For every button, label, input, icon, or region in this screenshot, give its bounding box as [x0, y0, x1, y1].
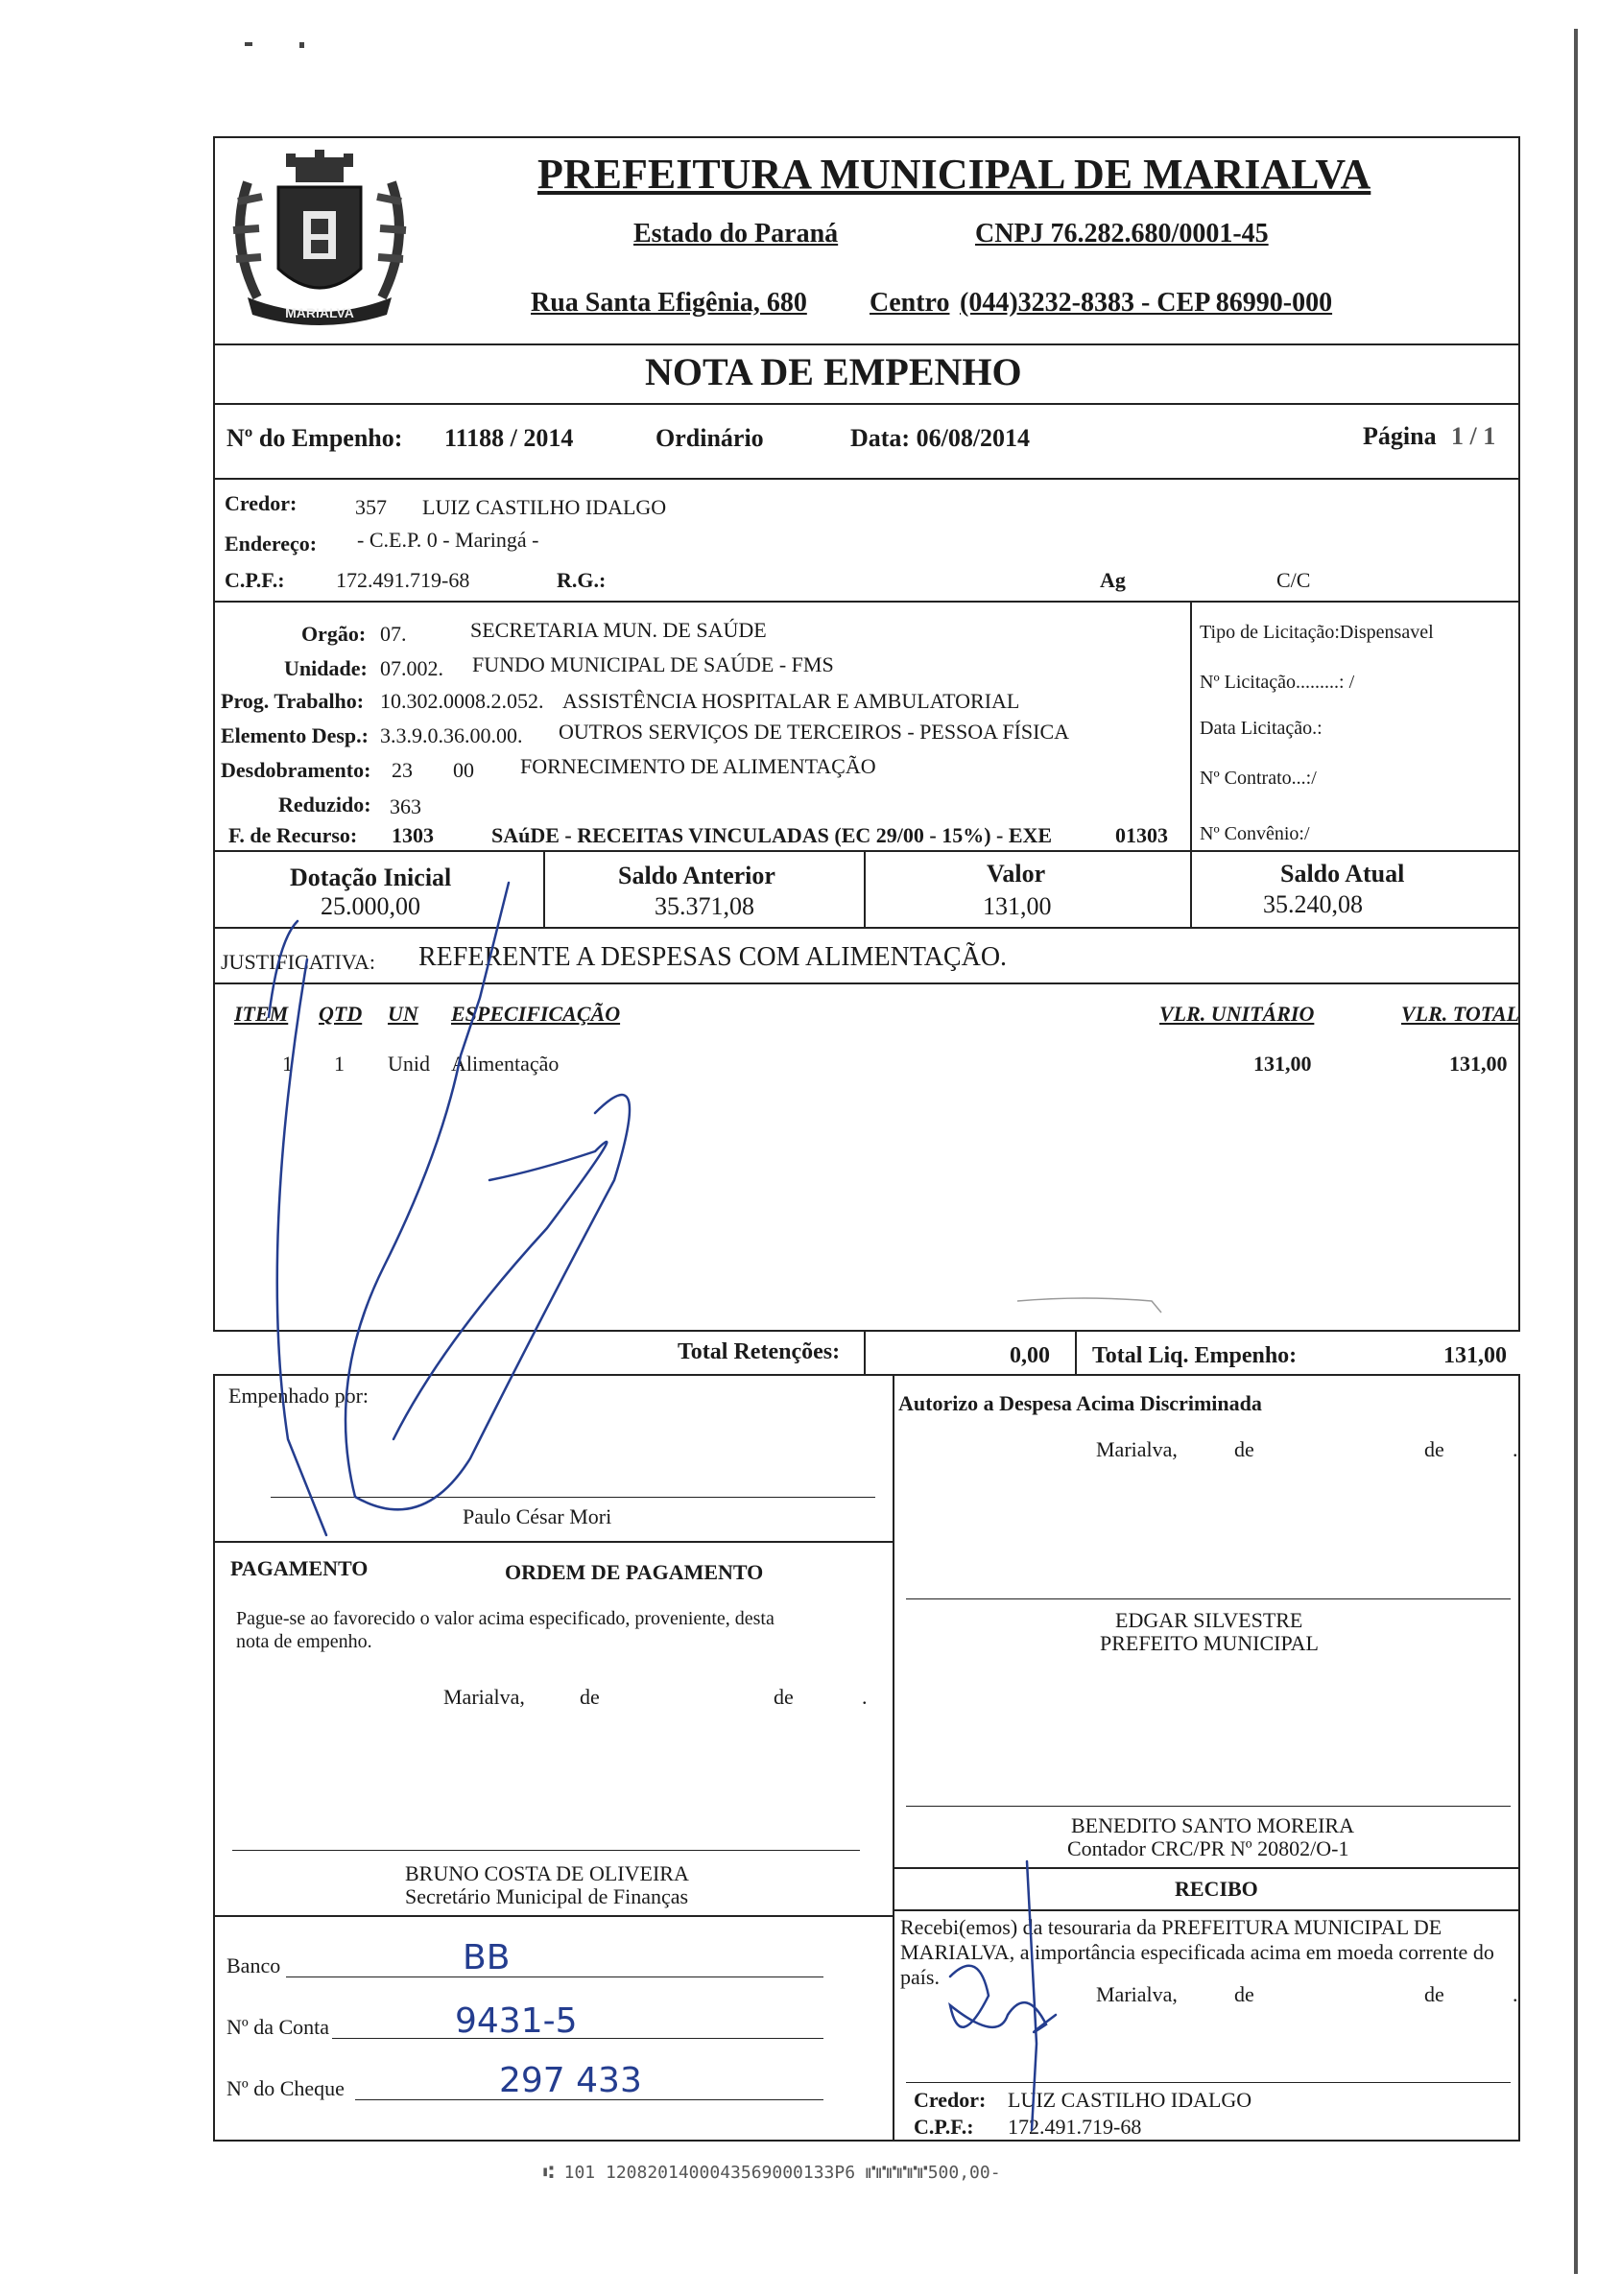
pagamento-text-1: Pague-se ao favorecido o valor acima especificado, proveniente, desta	[236, 1608, 775, 1629]
budget-divider	[1190, 601, 1192, 852]
page-label: Página	[1363, 422, 1437, 450]
reduzido-code: 363	[390, 794, 421, 818]
saldos-divider-1	[543, 850, 545, 929]
convenio-numero: Nº Convênio:/	[1200, 823, 1310, 844]
prog-code: 10.302.0008.2.052.	[380, 689, 544, 713]
items-box	[213, 982, 1520, 1332]
cheque-label: Nº do Cheque	[226, 2076, 345, 2100]
total-retencoes-label: Total Retenções:	[678, 1339, 841, 1364]
reduzido-label: Reduzido:	[278, 793, 371, 817]
licitacao-tipo: Tipo de Licitação:Dispensavel	[1200, 622, 1434, 643]
elemento-code: 3.3.9.0.36.00.00.	[380, 723, 523, 747]
contador-name: BENEDITO SANTO MOREIRA	[1071, 1813, 1354, 1837]
empenho-date: Data: 06/08/2014	[850, 424, 1031, 452]
scan-speck	[299, 42, 304, 48]
autorizo-label: Autorizo a Despesa Acima Discriminada	[898, 1391, 1262, 1415]
justificativa-label: JUSTIFICATIVA:	[221, 950, 375, 974]
licitacao-numero: Nº Licitação.........: /	[1200, 672, 1355, 693]
secretario-sign-line	[232, 1850, 860, 1851]
recibo-de2: de	[1424, 1982, 1444, 2006]
empenhado-sign-line	[271, 1497, 875, 1498]
prefeito-role: PREFEITO MUNICIPAL	[1100, 1631, 1319, 1655]
empenho-type: Ordinário	[655, 424, 764, 452]
recibo-cpf-value: 172.491.719-68	[1008, 2115, 1142, 2139]
address-district: Centro	[870, 288, 950, 318]
pagamento-top-line	[213, 1541, 894, 1543]
orgao-code: 07.	[380, 622, 407, 646]
phone-cep: (044)3232-8383 - CEP 86990-000	[960, 288, 1333, 318]
unidade-value: FUNDO MUNICIPAL DE SAÚDE - FMS	[472, 652, 834, 676]
saldo-anterior-value: 35.371,08	[655, 892, 754, 920]
col-un: UN	[388, 1002, 418, 1026]
saldos-divider-2	[864, 850, 866, 929]
lower-left-border	[213, 1374, 215, 2142]
conta-label: Nº da Conta	[226, 2015, 330, 2039]
contador-role: Contador CRC/PR Nº 20802/O-1	[1067, 1836, 1349, 1860]
banco-top-line	[213, 1915, 894, 1917]
row-especificacao: Alimentação	[451, 1052, 560, 1076]
total-liquido-value: 131,00	[1443, 1343, 1507, 1368]
row-un: Unid	[388, 1052, 430, 1076]
state-name: Estado do Paraná	[633, 219, 839, 249]
col-qtd: QTD	[319, 1002, 363, 1026]
pagamento-de1: de	[580, 1685, 600, 1709]
ag-label: Ag	[1100, 568, 1126, 592]
desdobramento-code2: 00	[453, 758, 474, 782]
dotacao-label: Dotação Inicial	[290, 864, 452, 891]
saldo-anterior-label: Saldo Anterior	[618, 862, 775, 889]
recibo-place: Marialva,	[1096, 1982, 1178, 2006]
secretario-name: BRUNO COSTA DE OLIVEIRA	[405, 1861, 689, 1885]
banco-field-line	[286, 1976, 823, 1977]
lower-bottom-border	[213, 2140, 1520, 2142]
autorizo-de2: de	[1424, 1437, 1444, 1461]
autorizo-place: Marialva,	[1096, 1437, 1178, 1461]
recibo-sign-line	[906, 2082, 1511, 2083]
desdobramento-label: Desdobramento:	[221, 758, 371, 782]
pagamento-label: PAGAMENTO	[230, 1556, 369, 1580]
pagamento-text-2: nota de empenho.	[236, 1631, 372, 1652]
doc-title: NOTA DE EMPENHO	[645, 350, 1022, 393]
empenhado-name: Paulo César Mori	[463, 1504, 612, 1528]
dotacao-value: 25.000,00	[321, 892, 420, 920]
autorizo-de1: de	[1234, 1437, 1254, 1461]
totals-divider-1	[864, 1330, 866, 1376]
valor-value: 131,00	[983, 892, 1052, 920]
empenho-label: Nº do Empenho:	[226, 424, 403, 452]
pagamento-de2: de	[774, 1685, 794, 1709]
col-vlr-total: VLR. TOTAL	[1401, 1002, 1520, 1026]
recurso-value: SAúDE - RECEITAS VINCULADAS (EC 29/00 - 15%) - EXE	[491, 823, 1053, 847]
empenho-number: 11188 / 2014	[444, 424, 574, 452]
total-retencoes-value: 0,00	[1010, 1343, 1050, 1368]
totals-top-line	[213, 1330, 1520, 1332]
totals-bottom-line	[213, 1374, 1520, 1376]
cpf-label: C.P.F.:	[225, 568, 285, 592]
row-vlr-total: 131,00	[1449, 1052, 1508, 1076]
recibo-title-line	[893, 1909, 1520, 1911]
saldo-atual-value: 35.240,08	[1263, 890, 1363, 918]
recibo-line-1: Recebi(emos) da tesouraria da PREFEITURA MUNICIPAL DE	[900, 1915, 1442, 1939]
orgao-label: Orgão:	[301, 622, 367, 646]
micr-line: ⑆ 101 1208201400043569000133P6 ⑈⑈⑈⑈⑈⑈500,00-	[543, 2163, 1001, 2183]
row-qtd: 1	[334, 1052, 345, 1076]
endereco-label: Endereço:	[225, 532, 318, 556]
conta-value: 9431-5	[455, 2001, 578, 2041]
credor-name: LUIZ CASTILHO IDALGO	[422, 495, 667, 519]
lower-center-divider	[893, 1374, 894, 2142]
recibo-cpf-label: C.P.F.:	[914, 2115, 974, 2139]
licitacao-data: Data Licitação.:	[1200, 718, 1323, 739]
scan-speck	[245, 42, 252, 46]
autorizo-dot: .	[1513, 1437, 1518, 1461]
valor-label: Valor	[987, 860, 1046, 888]
cnpj: CNPJ 76.282.680/0001-45	[975, 219, 1269, 249]
total-liquido-label: Total Liq. Empenho:	[1092, 1343, 1298, 1368]
saldos-divider-3	[1190, 850, 1192, 929]
row-item: 1	[282, 1052, 293, 1076]
justificativa-text: REFERENTE A DESPESAS COM ALIMENTAÇÃO.	[418, 942, 1008, 972]
row-vlr-unitario: 131,00	[1253, 1052, 1312, 1076]
col-item: ITEM	[234, 1002, 289, 1026]
credor-code: 357	[355, 495, 387, 519]
prefeito-name: EDGAR SILVESTRE	[1115, 1608, 1303, 1632]
prog-label: Prog. Trabalho:	[221, 689, 365, 713]
recibo-line-2: MARIALVA, a importância especificada acima em moeda corrente do	[900, 1940, 1494, 1964]
desdobramento-value: FORNECIMENTO DE ALIMENTAÇÃO	[520, 754, 876, 778]
col-vlr-unitario: VLR. UNITÁRIO	[1159, 1002, 1315, 1026]
page-number: 1 / 1	[1451, 422, 1496, 450]
recibo-line-3: país.	[900, 1965, 940, 1989]
pagamento-place: Marialva,	[443, 1685, 525, 1709]
cheque-value: 297 433	[499, 2061, 642, 2100]
totals-divider-2	[1075, 1330, 1077, 1376]
unidade-code: 07.002.	[380, 656, 443, 680]
empenhado-label: Empenhado por:	[228, 1384, 369, 1408]
banco-label: Banco	[226, 1953, 281, 1977]
elemento-value: OUTROS SERVIÇOS DE TERCEIROS - PESSOA FÍSICA	[559, 720, 1070, 744]
recurso-code: 1303	[392, 823, 434, 847]
contador-sign-line	[906, 1806, 1511, 1807]
recibo-credor-label: Credor:	[914, 2088, 987, 2112]
recibo-title: RECIBO	[1175, 1877, 1258, 1901]
prefeito-sign-line	[906, 1598, 1511, 1599]
seal-text: MARIALVA	[285, 305, 354, 320]
unidade-label: Unidade:	[284, 656, 368, 680]
banco-value: BB	[463, 1938, 511, 1977]
scan-edge	[1574, 29, 1578, 2274]
recibo-top-line	[893, 1867, 1520, 1869]
recibo-credor-name: LUIZ CASTILHO IDALGO	[1008, 2088, 1252, 2112]
address-street: Rua Santa Efigênia, 680	[531, 288, 807, 318]
col-especificacao: ESPECIFICAÇÃO	[451, 1002, 621, 1026]
conta-field-line	[332, 2038, 823, 2039]
cc-label: C/C	[1276, 568, 1311, 592]
recurso-code2: 01303	[1115, 823, 1168, 847]
rg-label: R.G.:	[557, 568, 607, 592]
pagamento-dot: .	[862, 1685, 868, 1709]
recibo-de1: de	[1234, 1982, 1254, 2006]
desdobramento-code1: 23	[392, 758, 413, 782]
credor-label: Credor:	[225, 491, 298, 515]
ordem-pagamento-label: ORDEM DE PAGAMENTO	[505, 1560, 764, 1584]
elemento-label: Elemento Desp.:	[221, 723, 369, 747]
secretario-role: Secretário Municipal de Finanças	[405, 1884, 689, 1908]
cpf-value: 172.491.719-68	[336, 568, 470, 592]
recibo-dot: .	[1513, 1982, 1518, 2006]
orgao-value: SECRETARIA MUN. DE SAÚDE	[470, 618, 767, 642]
contrato-numero: Nº Contrato...:/	[1200, 768, 1317, 789]
saldo-atual-label: Saldo Atual	[1280, 860, 1405, 888]
municipal-seal	[219, 144, 420, 336]
lower-right-border	[1518, 1374, 1520, 2142]
page-title: PREFEITURA MUNICIPAL DE MARIALVA	[537, 151, 1371, 198]
prog-value: ASSISTÊNCIA HOSPITALAR E AMBULATORIAL	[562, 689, 1020, 713]
recurso-label: F. de Recurso:	[228, 823, 358, 847]
endereco-value: - C.E.P. 0 - Maringá -	[357, 528, 539, 552]
